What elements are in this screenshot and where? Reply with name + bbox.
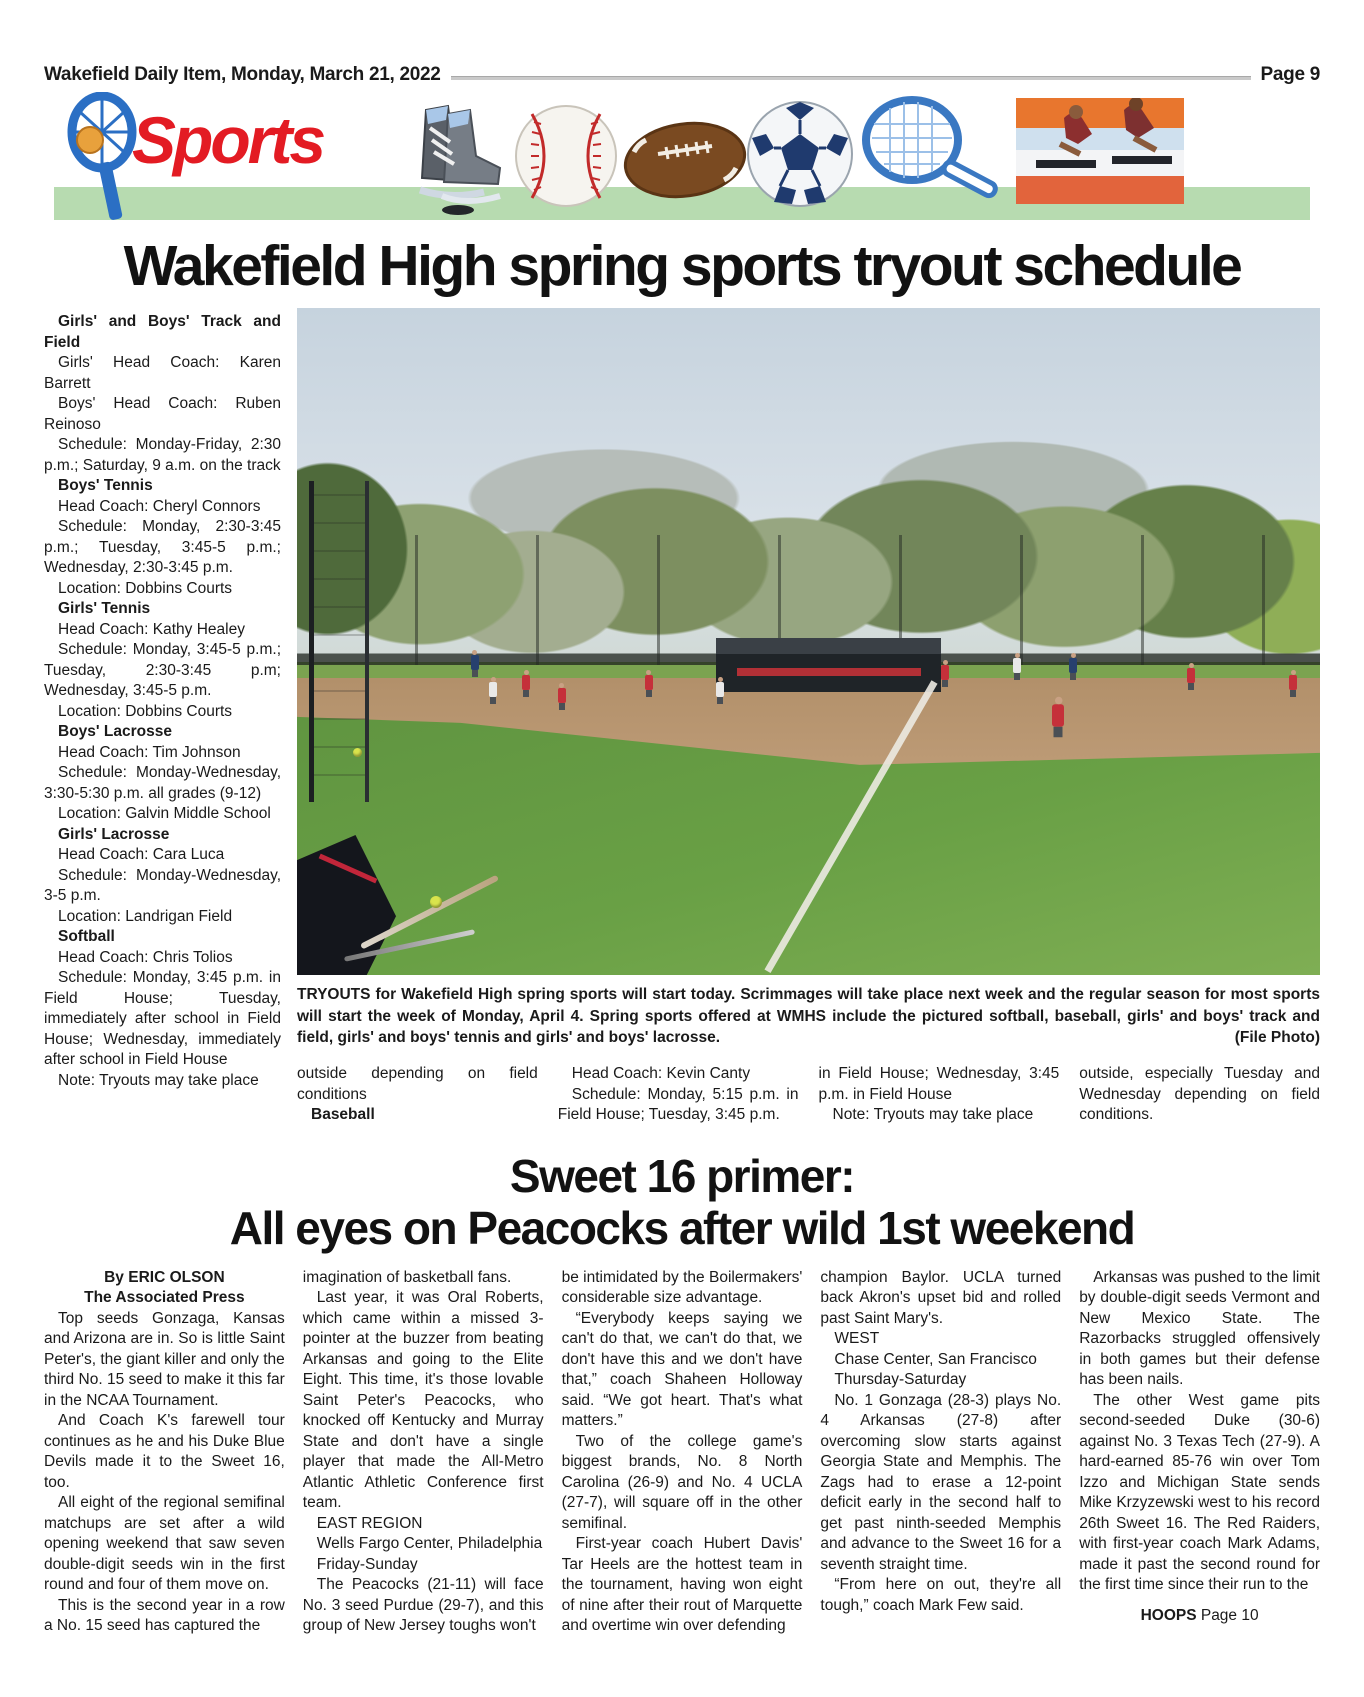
article-paragraph: Top seeds Gonzaga, Kansas and Arizona are in. So is little Saint Peter's, the giant killer and only the third No. 15 seed to make it this far in the NCAA Tournament. (44, 1309, 285, 1409)
second-headline (44, 1150, 1320, 1254)
sports-banner (44, 96, 1320, 220)
continuation-paragraph: Note: Tryouts may take place (832, 1106, 1034, 1123)
schedule-continuation (297, 1064, 1320, 1126)
schedule-paragraph: Note: Tryouts may take place (58, 1071, 259, 1089)
schedule-paragraph: Location: Dobbins Courts (58, 702, 233, 720)
schedule-paragraph: Head Coach: Kathy Healey (58, 620, 245, 638)
top-story (44, 308, 1320, 1126)
second-headline-line2: All eyes on Peacocks after wild 1st weekend (229, 1201, 1135, 1254)
caption-text: TRYOUTS for Wakefield High spring sports will start today. Scrimmages will take place next week and the regular season for most sports will start the week of Monday, April 4. Spring sports offered at WMHS include the pictured softball, baseball, girls' and boys' track and field, girls' and boys' tennis and girls' and boys' lacrosse. (297, 986, 1320, 1046)
article-paragraph: The Associated Press (84, 1289, 245, 1306)
article-paragraph: be intimidated by the Boilermakers' considerable size advantage. (561, 1268, 803, 1306)
football-icon (620, 114, 750, 206)
schedule-paragraph: Softball (58, 928, 115, 945)
schedule-paragraph: Location: Galvin Middle School (58, 805, 271, 822)
article-paragraph: All eight of the regional semifinal matchups are set after a wild opening weekend that saw seven double-digit seeds win in the first round and four of them move on. (44, 1494, 285, 1593)
main-headline: Wakefield High spring sports tryout schedule (123, 234, 1241, 298)
article-paragraph: WEST (834, 1330, 880, 1347)
schedule-paragraph: Girls' Lacrosse (58, 825, 170, 843)
article-column-1 (44, 1268, 285, 1637)
page-number: Page 9 (1260, 64, 1320, 85)
publication-date: Wakefield Daily Item, Monday, March 21, 2022 (44, 64, 441, 85)
second-headline-line1: Sweet 16 primer: (509, 1149, 855, 1202)
schedule-column (44, 308, 281, 1126)
article-paragraph: Two of the college game's biggest brands, No. 8 North Carolina (26-9) and No. 4 UCLA (27-7), will square off in the other semifinal. (561, 1432, 803, 1532)
soccer-ball-icon (744, 98, 856, 210)
schedule-paragraph: Location: Landrigan Field (58, 907, 233, 925)
schedule-paragraph: Schedule: Monday-Friday, 2:30 p.m.; Saturday, 9 a.m. on the track (44, 436, 281, 474)
article-paragraph: “From here on out, they're all tough,” coach Mark Few said. (820, 1576, 1062, 1614)
photo-dugout (716, 638, 941, 691)
article-paragraph: imagination of basketball fans. (302, 1268, 512, 1286)
masthead (44, 64, 1320, 86)
sports-section-title: Sports (132, 103, 324, 177)
schedule-paragraph: Schedule: Monday, 3:45 p.m. in Field House; Tuesday, immediately after school in Field House; Wednesday, immediately after school in Field House (44, 969, 281, 1068)
jump-slug: HOOPS (1140, 1606, 1197, 1624)
continuation-column-3 (819, 1064, 1060, 1126)
schedule-paragraph: Girls' and Boys' Track and Field (44, 313, 281, 351)
article-paragraph: Arkansas was pushed to the limit by double-digit seeds Vermont and New Mexico State. The Razorbacks struggled offensively in both games but their defense has been nails. (1079, 1268, 1320, 1388)
schedule-paragraph: Boys' Tennis (58, 477, 153, 494)
tennis-racket-icon (850, 94, 1010, 218)
sweet16-article (44, 1268, 1320, 1637)
schedule-paragraph: Schedule: Monday-Wednesday, 3:30-5:30 p.m. all grades (9-12) (44, 764, 281, 802)
article-paragraph: The Peacocks (21-11) will face No. 3 seed Purdue (29-7), and this group of New Jersey toughs won't (302, 1576, 544, 1634)
jump-line (1079, 1606, 1320, 1627)
article-column-2 (303, 1268, 544, 1637)
article-column-5 (1079, 1268, 1320, 1637)
continuation-column-1 (297, 1064, 538, 1126)
photo-caption (297, 984, 1320, 1049)
article-paragraph: This is the second year in a row a No. 15 seed has captured the (44, 1596, 285, 1634)
continuation-paragraph: Head Coach: Kevin Canty (571, 1065, 751, 1082)
article-paragraph: Thursday-Saturday (834, 1371, 967, 1388)
schedule-paragraph: Head Coach: Tim Johnson (58, 743, 241, 761)
article-column-4 (820, 1268, 1061, 1637)
schedule-paragraph: Head Coach: Chris Tolios (58, 948, 233, 966)
article-column-3 (562, 1268, 803, 1637)
continuation-paragraph: outside depending on field conditions (297, 1065, 538, 1103)
schedule-paragraph: Girls' Tennis (58, 600, 151, 617)
article-paragraph: Last year, it was Oral Roberts, which came within a missed 3-pointer at the buzzer from beating Arkansas and going to the Elite Eight. This time, it's those lovable Saint Peter's Peacocks, who knocked off Kentucky and Murray State and don't have a single player that made the All-Metro Atlantic Athletic Conference first team. (302, 1289, 544, 1511)
jump-page-ref: Page 10 (1196, 1606, 1259, 1624)
article-paragraph: Friday-Sunday (316, 1555, 418, 1573)
schedule-paragraph: Girls' Head Coach: Karen Barrett (44, 354, 281, 392)
article-paragraph: And Coach K's farewell tour continues as he and his Duke Blue Devils made it to the Sweet 16, too. (44, 1412, 285, 1491)
schedule-paragraph: Boys' Lacrosse (58, 723, 172, 740)
softball-field-photo (297, 308, 1320, 975)
photo-credit: (File Photo) (1234, 1029, 1320, 1046)
continuation-paragraph: Schedule: Monday, 5:15 p.m. in Field House; Tuesday, 3:45 p.m. (557, 1085, 799, 1123)
article-paragraph: “Everybody keeps saying we can't do that, we can't do that, we don't have this and we don't have that,” coach Shaheen Holloway said. “We got heart. That's what matters.” (561, 1309, 803, 1429)
schedule-paragraph: Head Coach: Cheryl Connors (58, 497, 261, 515)
article-paragraph: champion Baylor. UCLA turned back Akron's upset bid and rolled past Saint Mary's. (820, 1268, 1062, 1327)
article-paragraph: EAST REGION (316, 1514, 423, 1532)
article-paragraph: Chase Center, San Francisco (834, 1350, 1037, 1368)
schedule-paragraph: Schedule: Monday, 2:30-3:45 p.m.; Tuesday, 3:45-5 p.m.; Wednesday, 2:30-3:45 p.m. (44, 518, 281, 576)
masthead-rule (451, 76, 1251, 80)
schedule-paragraph: Location: Dobbins Courts (58, 579, 233, 597)
continuation-column-4 (1079, 1064, 1320, 1126)
schedule-paragraph: Schedule: Monday, 3:45-5 p.m.; Tuesday, 2:30-3:45 p.m; Wednesday, 3:45-5 p.m. (44, 641, 281, 699)
hockey-skates-icon (396, 98, 506, 216)
article-paragraph: First-year coach Hubert Davis' Tar Heels are the hottest team in the tournament, having won eight of nine after their rout of Marquette and overtime win over defending (561, 1535, 803, 1634)
article-column-5-text (1079, 1268, 1320, 1596)
article-paragraph: Wells Fargo Center, Philadelphia (316, 1535, 543, 1552)
continuation-paragraph: in Field House; Wednesday, 3:45 p.m. in Field House (818, 1065, 1060, 1103)
continuation-paragraph: Baseball (311, 1106, 375, 1123)
schedule-paragraph: Head Coach: Cara Luca (58, 846, 225, 863)
article-paragraph: No. 1 Gonzaga (28-3) plays No. 4 Arkansas (27-8) after overcoming slow starts against Georgia State and Memphis. The Zags had to erase a 12-point deficit early in the second half to get past ninth-seeded Memphis and advance to the Sweet 16 for a seventh straight time. (820, 1391, 1062, 1573)
continuation-paragraph: outside, especially Tuesday and Wednesday depending on field conditions. (1079, 1065, 1320, 1123)
schedule-paragraph: Boys' Head Coach: Ruben Reinoso (44, 395, 281, 433)
photo-block (297, 308, 1320, 1126)
baseball-icon (512, 102, 620, 210)
schedule-paragraph: Schedule: Monday-Wednesday, 3-5 p.m. (44, 866, 281, 904)
continuation-column-2 (558, 1064, 799, 1126)
athletes-image (1016, 98, 1184, 204)
article-paragraph: The other West game pits second-seeded Duke (30-6) against No. 3 Texas Tech (27-9). A hard-earned 85-76 win over Tom Izzo and Michigan State sends Mike Krzyzewski west to his record 26th Sweet 16. The Red Raiders, with first-year coach Mark Adams, made it past the second round for the first time since their run to the (1079, 1391, 1320, 1593)
article-paragraph: By ERIC OLSON (104, 1268, 225, 1286)
